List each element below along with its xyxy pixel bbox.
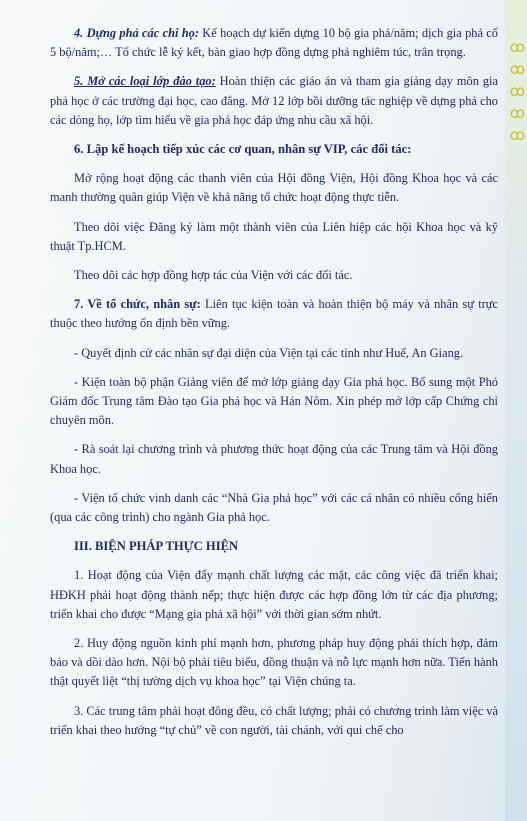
decorative-border	[505, 0, 527, 821]
document-page	[50, 24, 498, 750]
paragraph-iii-3: 3. Các trung tâm phải hoạt đông đều, có chất lượng; phải có chương trình làm việc và triển khai theo hướng “tự chủ” về con người, tài chánh, với qui chế cho	[50, 703, 498, 737]
paragraph-iii-2: 2. Huy động nguồn kinh phí mạnh hơn, phương pháp huy động phải thích hợp, đảm bảo và dồi dào hơn. Nội bộ phải tiêu biểu, đồng thuận và nỗ lực mạnh hơn nữa. Tiến hành thật quyết liệt “thị tường dịch vụ khoa học” tại Viện chúng ta.	[50, 636, 498, 689]
heading-6: 6. Lập kế hoạch tiếp xúc các cơ quan, nhân sự VIP, các đối tác:	[74, 142, 412, 157]
paragraph-4-title: 4. Dựng phả các chi họ:	[74, 26, 199, 40]
paragraph-6b: Theo dõi việc Đăng ký làm một thành viên của Liên hiệp các hội Khoa học và kỹ thuật Tp.HCM.	[50, 219, 498, 253]
paragraph-6a: Mở rộng hoạt động các thanh viên của Hội đồng Viện, Hội đồng Khoa học và các manh thường quân giúp Viện về khả năng tổ chức hoạt động thực tiễn.	[50, 171, 498, 205]
swirl-icon: ꝏ	[509, 82, 525, 100]
swirl-icon: ꝏ	[509, 104, 525, 122]
paragraph-7-title: 7. Về tổ chức, nhân sự:	[74, 297, 201, 312]
section-3-heading: III. BIỆN PHÁP THỰC HIỆN	[74, 539, 239, 554]
paragraph-5-text: Hoàn thiện các giáo án và tham gia giảng dạy môn gia phả học ở các trường đại học, cao đẳng. Mở 12 lớp bồi dưỡng tác nghiệp về dựng phả cho các dòng họ, lớp tìm hiểu về gia phả học đáp ứng nhu cầu xã hội.	[50, 74, 498, 127]
paragraph-iii-1: 1. Hoạt động của Viện đẩy mạnh chất lượng các mặt, các công việc đã triển khai; HĐKH phải hoạt động thành nếp; thực hiện được các hợp đồng lớn từ các địa phương; triển khai cho được “Mạng gia phả xã hội” với thời gian sớm nhứt.	[50, 568, 498, 621]
paragraph-4	[50, 24, 498, 62]
paragraph-5-title: 5. Mở các loại lớp đào tạo:	[74, 74, 216, 89]
paragraph-6c: Theo dõi các hợp đồng hợp tác của Viện với các đối tác.	[74, 268, 353, 283]
paragraph-7c: - Rà soát lại chương trình và phương thức hoạt động của các Trung tâm và Hội đồng Khoa học.	[50, 442, 498, 476]
paragraph-7b: - Kiện toàn bộ phận Giảng viên để mở lớp giảng dạy Gia phả học. Bổ sung một Phó Giám đốc Trung tâm Đào tạo Gia phả học và Hán Nôm. Xin phép mở lớp cấp Chứng chỉ chuyên môn.	[50, 374, 498, 428]
paragraph-7-text: Liên tục kiện toàn và hoàn thiện bộ máy và nhân sự trực thuộc theo hướng ổn định bền vững.	[50, 297, 498, 331]
paragraph-7d: - Viện tổ chức vinh danh các “Nhà Gia phả học” với các cá nhân có nhiều cống hiến (qua các công trình) cho ngành Gia phả học.	[50, 490, 498, 525]
swirl-icon: ꝏ	[509, 126, 525, 144]
swirl-icon: ꝏ	[509, 60, 525, 78]
paragraph-5	[50, 72, 498, 130]
swirl-icon: ꝏ	[509, 38, 525, 56]
paragraph-4-text: Kế hoạch dự kiến dựng 10 bộ gia phả/năm; dịch gia phả cổ 5 bộ/năm;… Tổ chức lễ ký kết, bàn giao hợp đồng dựng phả nghiêm túc, trân trọng.	[50, 26, 499, 60]
paragraph-7	[50, 295, 498, 333]
paragraph-7a: - Quyết định cử các nhân sự đại diện của Viện tại các tỉnh như Huế, An Giang.	[74, 345, 464, 360]
